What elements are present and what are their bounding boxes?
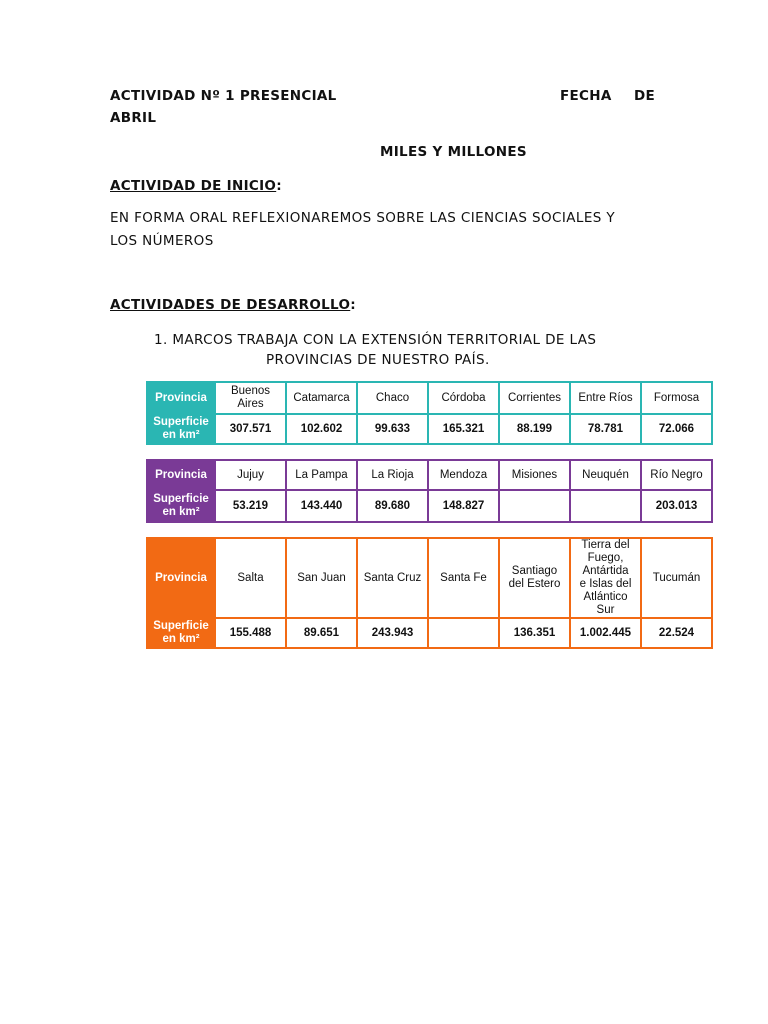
area-cell: 307.571 bbox=[215, 414, 286, 444]
date-de: DE bbox=[634, 88, 656, 104]
area-cell: 102.602 bbox=[286, 414, 357, 444]
area-cell bbox=[570, 490, 641, 522]
province-cell: Salta bbox=[215, 538, 286, 618]
item1-line-2: PROVINCIAS DE NUESTRO PAÍS. bbox=[266, 352, 490, 368]
desarrollo-heading bbox=[110, 297, 356, 313]
area-cell: 1.002.445 bbox=[570, 618, 641, 648]
table-row bbox=[147, 414, 712, 444]
area-cell bbox=[499, 490, 570, 522]
area-cell: 203.013 bbox=[641, 490, 712, 522]
area-cell: 53.219 bbox=[215, 490, 286, 522]
province-cell: Entre Ríos bbox=[570, 382, 641, 414]
row-label-provincia: Provincia bbox=[147, 538, 215, 618]
province-table-1 bbox=[146, 381, 713, 445]
province-table-3 bbox=[146, 537, 713, 649]
inicio-title: ACTIVIDAD DE INICIO bbox=[110, 178, 277, 194]
province-cell: Santa Fe bbox=[428, 538, 499, 618]
row-label-superficie: Superficie en km² bbox=[147, 414, 215, 444]
area-cell bbox=[428, 618, 499, 648]
area-cell: 143.440 bbox=[286, 490, 357, 522]
province-cell: Jujuy bbox=[215, 460, 286, 490]
province-cell: Corrientes bbox=[499, 382, 570, 414]
province-cell: Chaco bbox=[357, 382, 428, 414]
date-month: ABRIL bbox=[110, 110, 157, 126]
province-cell: Tucumán bbox=[641, 538, 712, 618]
table-row bbox=[147, 460, 712, 490]
province-cell: Santiago del Estero bbox=[499, 538, 570, 618]
province-cell: San Juan bbox=[286, 538, 357, 618]
row-label-provincia: Provincia bbox=[147, 382, 215, 414]
table-row bbox=[147, 490, 712, 522]
province-cell: Tierra del Fuego, Antártida e Islas del Atlántico Sur bbox=[570, 538, 641, 618]
area-cell: 165.321 bbox=[428, 414, 499, 444]
desarrollo-colon: : bbox=[350, 297, 356, 313]
area-cell: 72.066 bbox=[641, 414, 712, 444]
topic-title: MILES Y MILLONES bbox=[380, 144, 527, 160]
row-label-superficie: Superficie en km² bbox=[147, 490, 215, 522]
row-label-provincia: Provincia bbox=[147, 460, 215, 490]
area-cell: 88.199 bbox=[499, 414, 570, 444]
row-label-superficie: Superficie en km² bbox=[147, 618, 215, 648]
table-row bbox=[147, 382, 712, 414]
area-cell: 89.651 bbox=[286, 618, 357, 648]
province-cell: Mendoza bbox=[428, 460, 499, 490]
activity-title: ACTIVIDAD Nº 1 PRESENCIAL bbox=[110, 88, 337, 104]
province-cell: Catamarca bbox=[286, 382, 357, 414]
province-cell: Río Negro bbox=[641, 460, 712, 490]
inicio-text-line-1: EN FORMA ORAL REFLEXIONAREMOS SOBRE LAS CIENCIAS SOCIALES Y bbox=[110, 210, 616, 226]
item1-line-1: 1. MARCOS TRABAJA CON LA EXTENSIÓN TERRITORIAL DE LAS bbox=[154, 332, 597, 348]
area-cell: 78.781 bbox=[570, 414, 641, 444]
desarrollo-title: ACTIVIDADES DE DESARROLLO bbox=[110, 297, 351, 313]
province-cell: Buenos Aires bbox=[215, 382, 286, 414]
province-table-2 bbox=[146, 459, 713, 523]
province-cell: Santa Cruz bbox=[357, 538, 428, 618]
area-cell: 136.351 bbox=[499, 618, 570, 648]
province-cell: Neuquén bbox=[570, 460, 641, 490]
area-cell: 155.488 bbox=[215, 618, 286, 648]
inicio-heading bbox=[110, 178, 282, 194]
inicio-text-line-2: LOS NÚMEROS bbox=[110, 233, 214, 249]
province-cell: Formosa bbox=[641, 382, 712, 414]
area-cell: 243.943 bbox=[357, 618, 428, 648]
area-cell: 99.633 bbox=[357, 414, 428, 444]
area-cell: 22.524 bbox=[641, 618, 712, 648]
table-row bbox=[147, 538, 712, 618]
province-cell: La Rioja bbox=[357, 460, 428, 490]
table-row bbox=[147, 618, 712, 648]
area-cell: 148.827 bbox=[428, 490, 499, 522]
inicio-colon: : bbox=[276, 178, 282, 194]
date-label: FECHA bbox=[560, 88, 612, 104]
province-cell: Córdoba bbox=[428, 382, 499, 414]
province-cell: Misiones bbox=[499, 460, 570, 490]
province-cell: La Pampa bbox=[286, 460, 357, 490]
area-cell: 89.680 bbox=[357, 490, 428, 522]
